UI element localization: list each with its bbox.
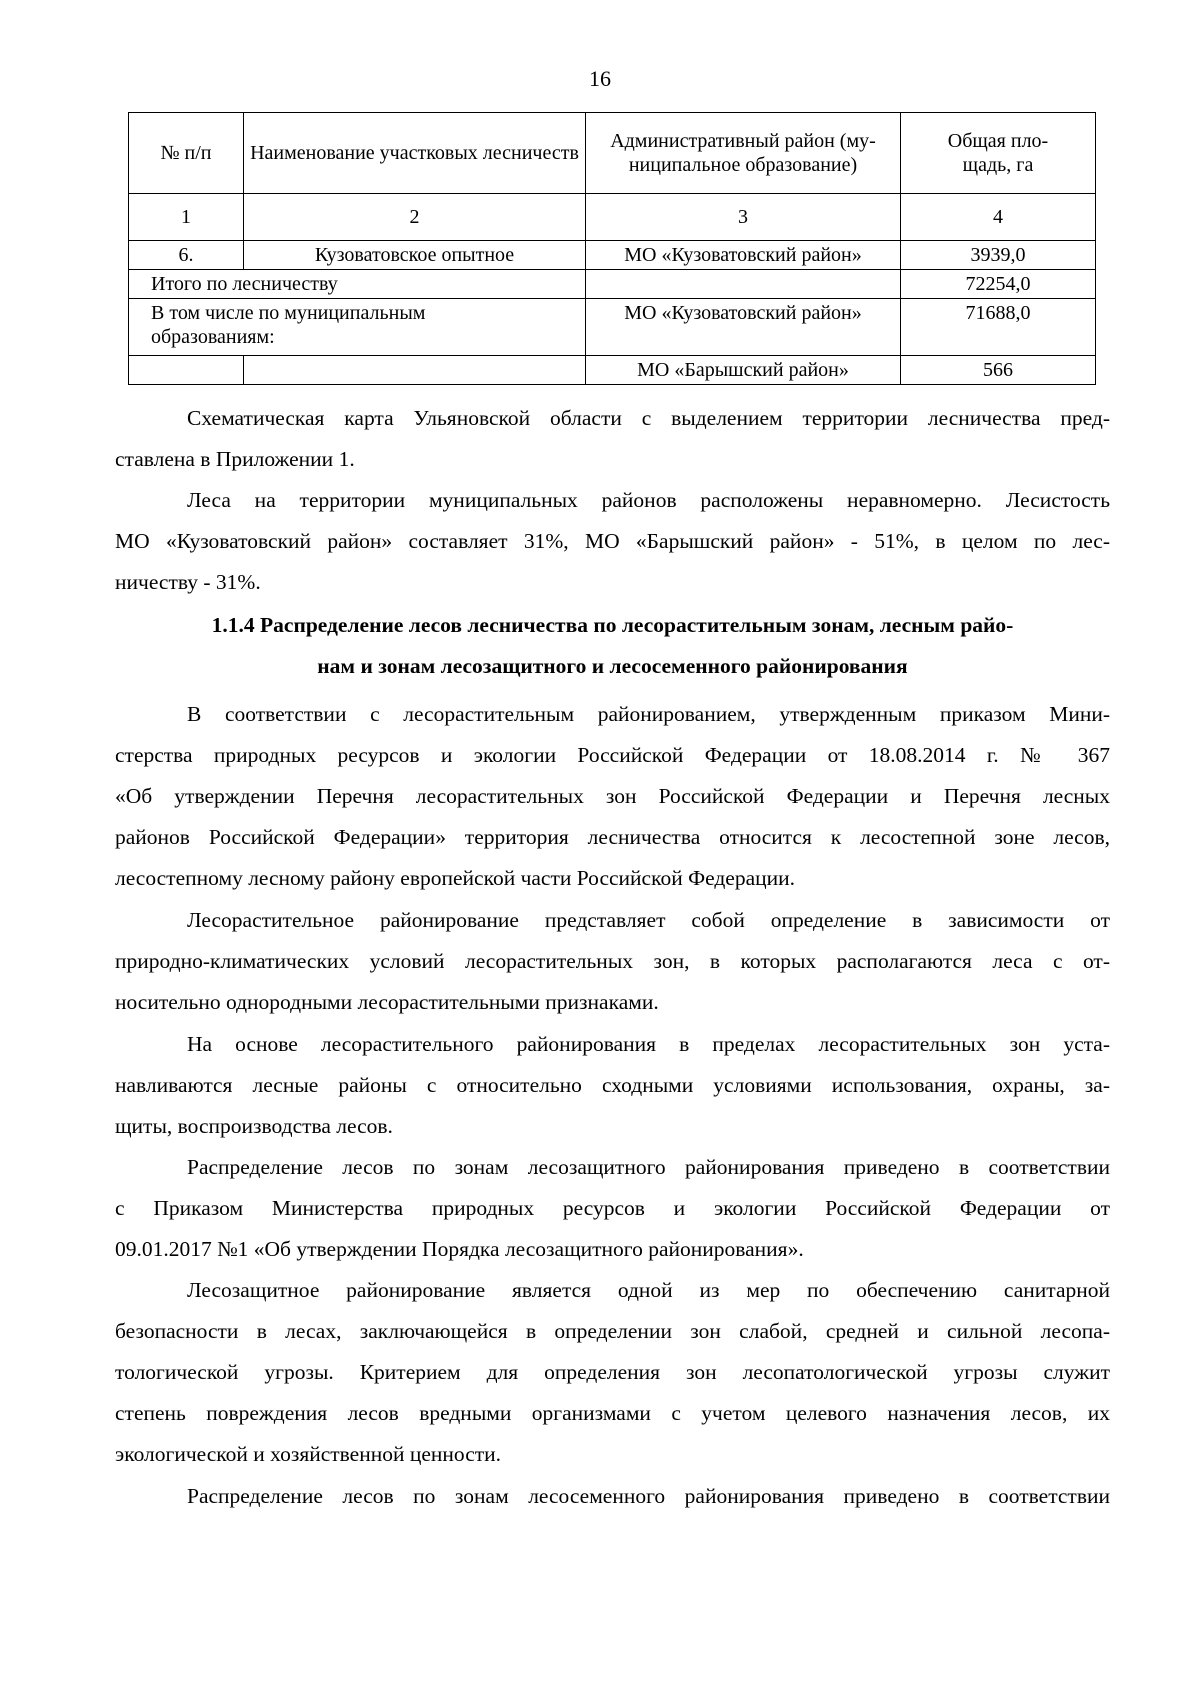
text-line: районов Российской Федерации» территория лесничества относится к лесостепной зоне лесов,: [115, 825, 1110, 849]
text-line: природно-климатических условий лесорастительных зон, в которых располагаются леса с от-: [115, 949, 1110, 973]
text-line: навливаются лесные районы с относительно сходными условиями использования, охраны, за-: [115, 1073, 1110, 1097]
text-line: На основе лесорастительного районирования в пределах лесорастительных зон уста-: [187, 1032, 1110, 1056]
text-line: стерства природных ресурсов и экологии Российской Федерации от 18.08.2014 г. № 367: [115, 743, 1110, 767]
heading-line: 1.1.4 Распределение лесов лесничества по лесорастительным зонам, лесным райо-: [211, 613, 1014, 637]
paragraph-zoning-definition: [115, 900, 1110, 1023]
text-line: Схематическая карта Ульяновской области с выделением территории лесничества пред-: [187, 406, 1110, 430]
table-cell: МО «Барышский район»: [586, 356, 901, 385]
text-line: Распределение лесов по зонам лесосеменного районирования приведено в соответствии: [187, 1484, 1110, 1508]
page-number: 16: [589, 66, 611, 91]
forestry-table: [128, 112, 1096, 385]
table-cell: Итого по лесничеству: [129, 270, 586, 299]
column-number: 3: [586, 194, 901, 241]
text-line: Лесозащитное районирование является одной из мер по обеспечению санитарной: [187, 1278, 1110, 1302]
table-row: [129, 299, 1096, 356]
text-line: тологической угрозы. Критерием для определения зон лесопатологической угрозы служит: [115, 1360, 1110, 1384]
table-cell: 6.: [129, 241, 244, 270]
paragraph-protection-zoning: [115, 1270, 1110, 1475]
text-line: экологической и хозяйственной ценности.: [115, 1442, 502, 1466]
text-line: ничеству - 31%.: [115, 570, 261, 594]
table-row: [129, 356, 1096, 385]
table-cell: МО «Кузоватовский район»: [586, 299, 901, 356]
paragraph-protection-zoning-order: [115, 1147, 1110, 1270]
paragraph-forest-coverage: [115, 480, 1110, 603]
table-cell: [586, 270, 901, 299]
table-cell: 71688,0: [901, 299, 1096, 356]
table-row: [129, 270, 1096, 299]
paragraph-zoning-order: [115, 694, 1110, 899]
text-line: степень повреждения лесов вредными организмами с учетом целевого назначения лесов, их: [115, 1401, 1110, 1425]
table-cell: В том числе по муниципальным образованиям:: [129, 299, 586, 356]
table-cell: 566: [901, 356, 1096, 385]
section-heading: [115, 605, 1110, 687]
paragraph-forest-districts: [115, 1024, 1110, 1147]
table-cell: 3939,0: [901, 241, 1096, 270]
table-header-row: [129, 113, 1096, 194]
text-line: с Приказом Министерства природных ресурсов и экологии Российской Федерации от: [115, 1196, 1110, 1220]
text-line: Лесорастительное районирование представляет собой определение в зависимости от: [187, 908, 1110, 932]
header-cell: Общая пло- щадь, га: [901, 113, 1096, 194]
header-cell: Административный район (му- ниципальное образование): [586, 113, 901, 194]
header-cell: Наименование участковых лесничеств: [244, 113, 586, 194]
text-line: В соответствии с лесорастительным районированием, утвержденным приказом Мини-: [187, 702, 1110, 726]
text-line: лесостепному лесному району европейской части Российской Федерации.: [115, 866, 796, 890]
text-line: щиты, воспроизводства лесов.: [115, 1114, 393, 1138]
column-number: 1: [129, 194, 244, 241]
table-cell: МО «Кузоватовский район»: [586, 241, 901, 270]
header-cell: № п/п: [129, 113, 244, 194]
text-line: ставлена в Приложении 1.: [115, 447, 355, 471]
table-cell: [244, 356, 586, 385]
column-number: 2: [244, 194, 586, 241]
table-cell: 72254,0: [901, 270, 1096, 299]
text-line: Распределение лесов по зонам лесозащитного районирования приведено в соответствии: [187, 1155, 1110, 1179]
table-column-numbers-row: [129, 194, 1096, 241]
text-line: Леса на территории муниципальных районов расположены неравномерно. Лесистость: [187, 488, 1110, 512]
text-line: 09.01.2017 №1 «Об утверждении Порядка лесозащитного районирования».: [115, 1237, 804, 1261]
table-cell: [129, 356, 244, 385]
paragraph-appendix: [115, 398, 1110, 480]
text-line: безопасности в лесах, заключающейся в определении зон слабой, средней и сильной лесопа-: [115, 1319, 1110, 1343]
text-line: «Об утверждении Перечня лесорастительных зон Российской Федерации и Перечня лесных: [115, 784, 1110, 808]
text-line: МО «Кузоватовский район» составляет 31%, МО «Барышский район» - 51%, в целом по лес-: [115, 529, 1110, 553]
paragraph-seed-zoning: [115, 1476, 1110, 1517]
text-line: носительно однородными лесорастительными признаками.: [115, 990, 659, 1014]
column-number: 4: [901, 194, 1096, 241]
heading-line: нам и зонам лесозащитного и лесосеменного районирования: [317, 654, 908, 678]
table-cell: Кузоватовское опытное: [244, 241, 586, 270]
table-row: [129, 241, 1096, 270]
